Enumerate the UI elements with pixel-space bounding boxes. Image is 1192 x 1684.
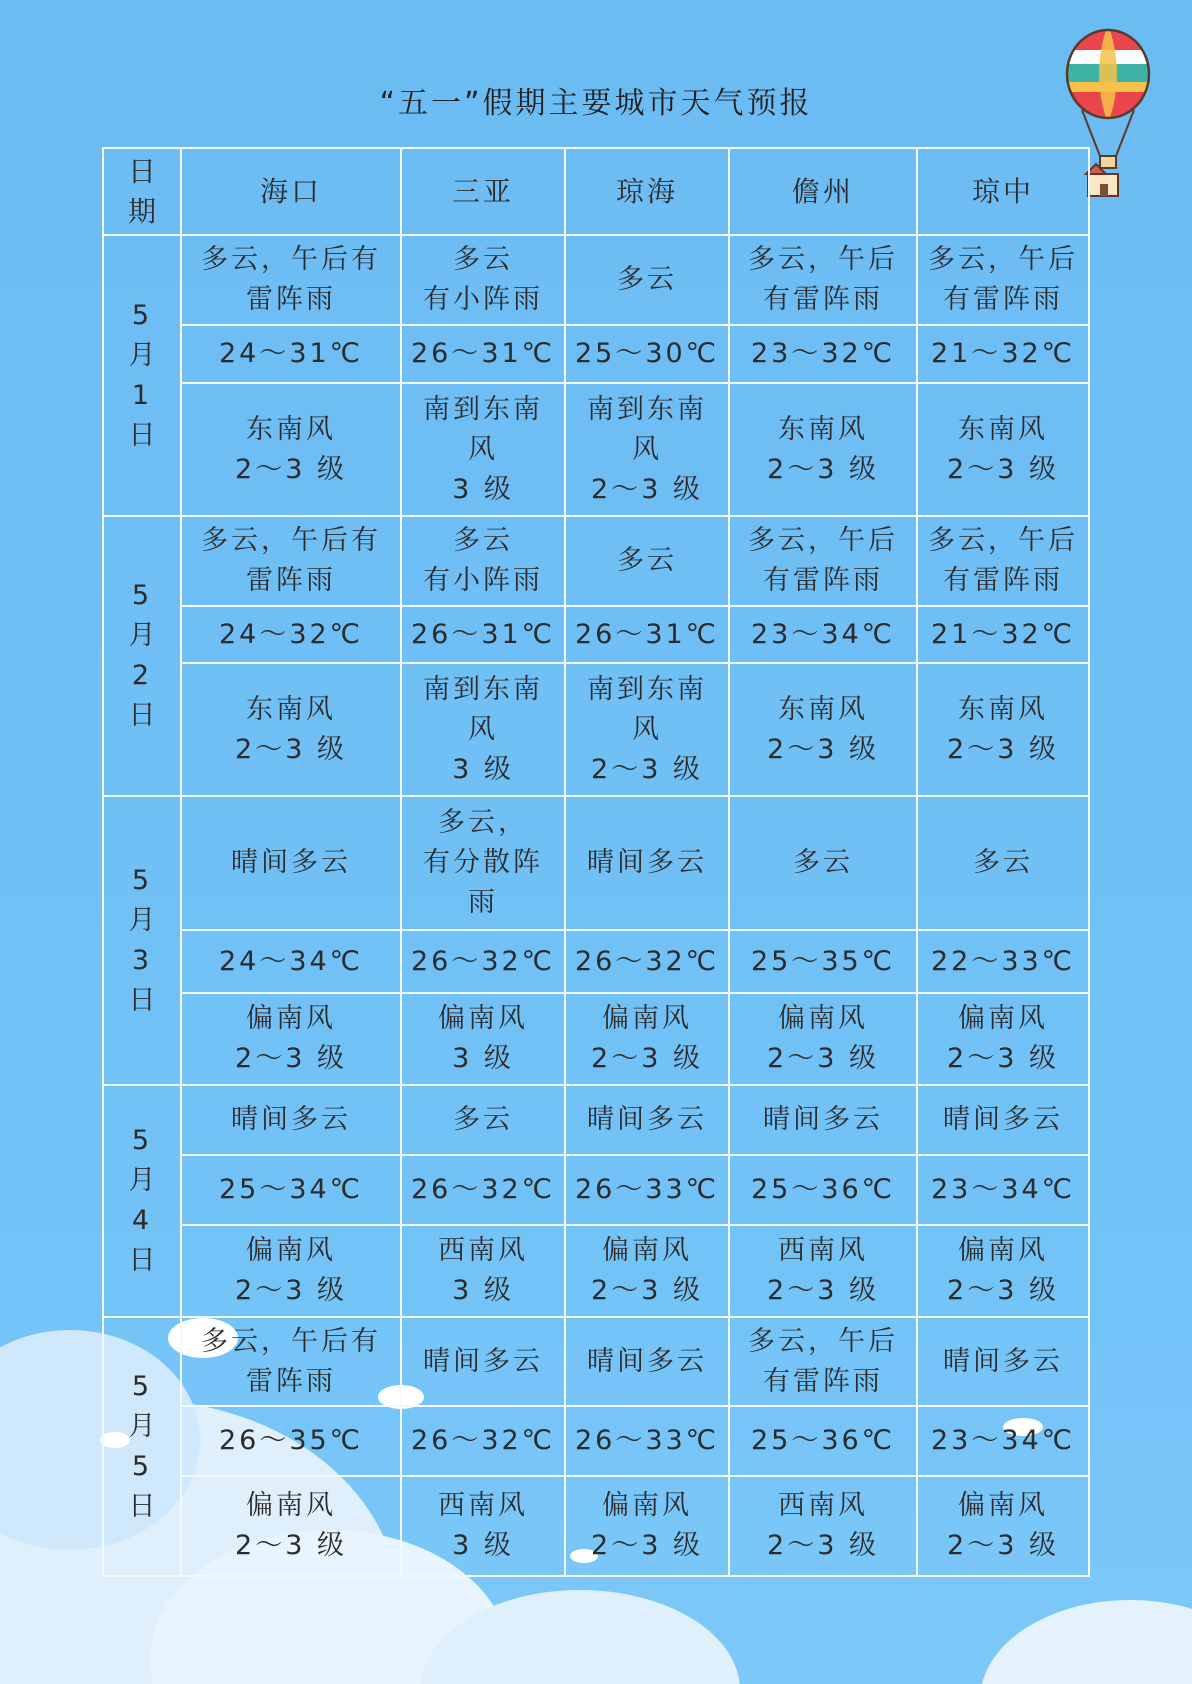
wind-row [103, 663, 1089, 796]
weather-row [103, 516, 1089, 606]
temperature-cell: 25～35℃ [729, 930, 917, 993]
temperature-cell: 26～32℃ [401, 930, 565, 993]
wind-cell: 偏南风 2～3 级 [729, 993, 917, 1085]
weather-row [103, 1317, 1089, 1406]
weather-cell: 多云， 有分散阵 雨 [401, 796, 565, 930]
weather-forecast-table [102, 147, 1090, 1577]
temperature-cell: 21～32℃ [917, 606, 1089, 663]
date-cell: 5月3日 [103, 796, 181, 1085]
weather-cell: 晴间多云 [401, 1317, 565, 1406]
weather-cell: 多云 有小阵雨 [401, 516, 565, 606]
temperature-cell: 24～34℃ [181, 930, 401, 993]
weather-cell: 多云，午后 有雷阵雨 [729, 1317, 917, 1406]
weather-cell: 多云，午后有 雷阵雨 [181, 1317, 401, 1406]
date-cell: 5月2日 [103, 516, 181, 796]
wind-cell: 西南风 3 级 [401, 1476, 565, 1576]
weather-cell: 晴间多云 [565, 796, 729, 930]
weather-cell: 晴间多云 [917, 1085, 1089, 1155]
city-header: 琼中 [917, 148, 1089, 235]
wind-cell: 西南风 3 级 [401, 1225, 565, 1317]
weather-cell: 晴间多云 [565, 1085, 729, 1155]
weather-cell: 晴间多云 [729, 1085, 917, 1155]
wind-row [103, 993, 1089, 1085]
weather-cell: 晴间多云 [565, 1317, 729, 1406]
wind-cell: 西南风 2～3 级 [729, 1476, 917, 1576]
temperature-cell: 26～33℃ [565, 1406, 729, 1476]
wind-cell: 东南风 2～3 级 [729, 383, 917, 516]
temperature-cell: 26～33℃ [565, 1155, 729, 1225]
weather-cell: 晴间多云 [917, 1317, 1089, 1406]
weather-cell: 晴间多云 [181, 1085, 401, 1155]
weather-cell: 多云 [729, 796, 917, 930]
wind-cell: 南到东南 风 2～3 级 [565, 663, 729, 796]
date-cell: 5月5日 [103, 1317, 181, 1576]
weather-cell: 晴间多云 [181, 796, 401, 930]
wind-cell: 东南风 2～3 级 [181, 383, 401, 516]
temperature-cell: 26～32℃ [401, 1406, 565, 1476]
date-column-header: 日期 [103, 148, 181, 235]
temperature-cell: 26～31℃ [401, 325, 565, 383]
temperature-cell: 26～32℃ [401, 1155, 565, 1225]
temperature-cell: 25～36℃ [729, 1406, 917, 1476]
temperature-cell: 26～31℃ [565, 606, 729, 663]
temperature-cell: 21～32℃ [917, 325, 1089, 383]
wind-row [103, 1476, 1089, 1576]
page-title: “五一”假期主要城市天气预报 [379, 86, 813, 121]
temperature-cell: 22～33℃ [917, 930, 1089, 993]
temperature-cell: 26～32℃ [565, 930, 729, 993]
wind-cell: 南到东南 风 3 级 [401, 663, 565, 796]
city-header: 三亚 [401, 148, 565, 235]
weather-cell: 多云，午后 有雷阵雨 [729, 516, 917, 606]
wind-cell: 偏南风 2～3 级 [565, 1225, 729, 1317]
wind-cell: 偏南风 2～3 级 [917, 1225, 1089, 1317]
city-header: 海口 [181, 148, 401, 235]
weather-cell: 多云 [565, 235, 729, 325]
temperature-cell: 26～31℃ [401, 606, 565, 663]
date-cell: 5月1日 [103, 235, 181, 516]
wind-cell: 东南风 2～3 级 [729, 663, 917, 796]
header-row [103, 148, 1089, 235]
temperature-row [103, 1406, 1089, 1476]
weather-cell: 多云，午后 有雷阵雨 [917, 516, 1089, 606]
weather-cell: 多云，午后 有雷阵雨 [917, 235, 1089, 325]
wind-cell: 偏南风 2～3 级 [181, 1225, 401, 1317]
date-cell: 5月4日 [103, 1085, 181, 1317]
temperature-cell: 23～34℃ [917, 1406, 1089, 1476]
wind-cell: 偏南风 2～3 级 [181, 993, 401, 1085]
temperature-cell: 24～31℃ [181, 325, 401, 383]
weather-cell: 多云 [565, 516, 729, 606]
weather-cell: 多云，午后有 雷阵雨 [181, 516, 401, 606]
wind-row [103, 383, 1089, 516]
wind-cell: 偏南风 2～3 级 [565, 1476, 729, 1576]
temperature-cell: 23～34℃ [917, 1155, 1089, 1225]
weather-row [103, 235, 1089, 325]
weather-cell: 多云 [401, 1085, 565, 1155]
wind-cell: 东南风 2～3 级 [917, 663, 1089, 796]
temperature-cell: 26～35℃ [181, 1406, 401, 1476]
wind-cell: 西南风 2～3 级 [729, 1225, 917, 1317]
temperature-row [103, 1155, 1089, 1225]
weather-cell: 多云，午后有 雷阵雨 [181, 235, 401, 325]
temperature-cell: 25～36℃ [729, 1155, 917, 1225]
temperature-cell: 25～34℃ [181, 1155, 401, 1225]
weather-cell: 多云，午后 有雷阵雨 [729, 235, 917, 325]
wind-row [103, 1225, 1089, 1317]
city-header: 儋州 [729, 148, 917, 235]
wind-cell: 偏南风 2～3 级 [181, 1476, 401, 1576]
wind-cell: 东南风 2～3 级 [917, 383, 1089, 516]
temperature-row [103, 930, 1089, 993]
temperature-row [103, 325, 1089, 383]
weather-row [103, 1085, 1089, 1155]
weather-cell: 多云 [917, 796, 1089, 930]
wind-cell: 偏南风 2～3 级 [917, 993, 1089, 1085]
temperature-cell: 23～34℃ [729, 606, 917, 663]
wind-cell: 偏南风 2～3 级 [565, 993, 729, 1085]
wind-cell: 偏南风 3 级 [401, 993, 565, 1085]
temperature-cell: 25～30℃ [565, 325, 729, 383]
temperature-cell: 24～32℃ [181, 606, 401, 663]
city-header: 琼海 [565, 148, 729, 235]
wind-cell: 南到东南 风 2～3 级 [565, 383, 729, 516]
temperature-row [103, 606, 1089, 663]
wind-cell: 东南风 2～3 级 [181, 663, 401, 796]
wind-cell: 偏南风 2～3 级 [917, 1476, 1089, 1576]
wind-cell: 南到东南 风 3 级 [401, 383, 565, 516]
weather-cell: 多云 有小阵雨 [401, 235, 565, 325]
weather-row [103, 796, 1089, 930]
temperature-cell: 23～32℃ [729, 325, 917, 383]
